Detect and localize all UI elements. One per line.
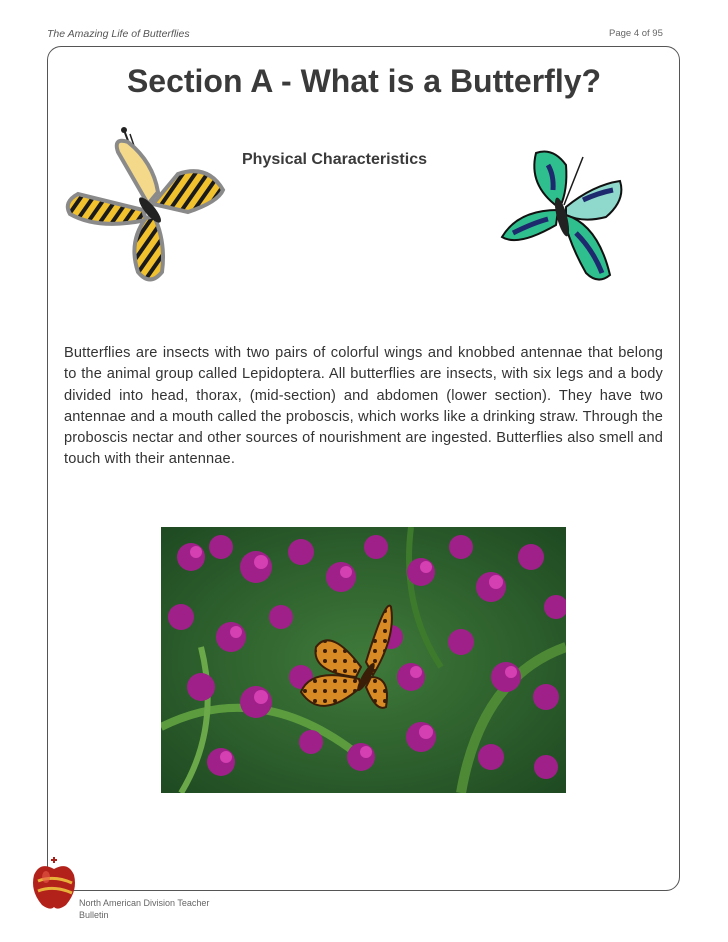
section-title: Section A - What is a Butterfly?: [126, 63, 602, 99]
section-subtitle: Physical Characteristics: [242, 151, 427, 168]
teal-butterfly-image: [498, 145, 626, 283]
body-paragraph: Butterflies are insects with two pairs of colorful wings and knobbed antennae that belong to the animal group called Lepidoptera. All butterflies are insects, with six legs and a body divided into head, thorax, (mid-section) and abdomen (lower section). They have two antennae and a mouth called the proboscis, which works like a drinking straw. Through the proboscis nectar and other sources of nourishment are ingested. Butterflies also smell and touch with their antennae.: [64, 345, 663, 468]
page-indicator: Page 4 of 95: [609, 28, 663, 39]
butterfly-photo: [161, 527, 566, 793]
swallowtail-butterfly-image: [58, 122, 228, 287]
apple-logo: [30, 857, 78, 912]
document-title: The Amazing Life of Butterflies: [47, 28, 190, 40]
publisher-name: North American Division Teacher Bulletin: [79, 898, 210, 920]
